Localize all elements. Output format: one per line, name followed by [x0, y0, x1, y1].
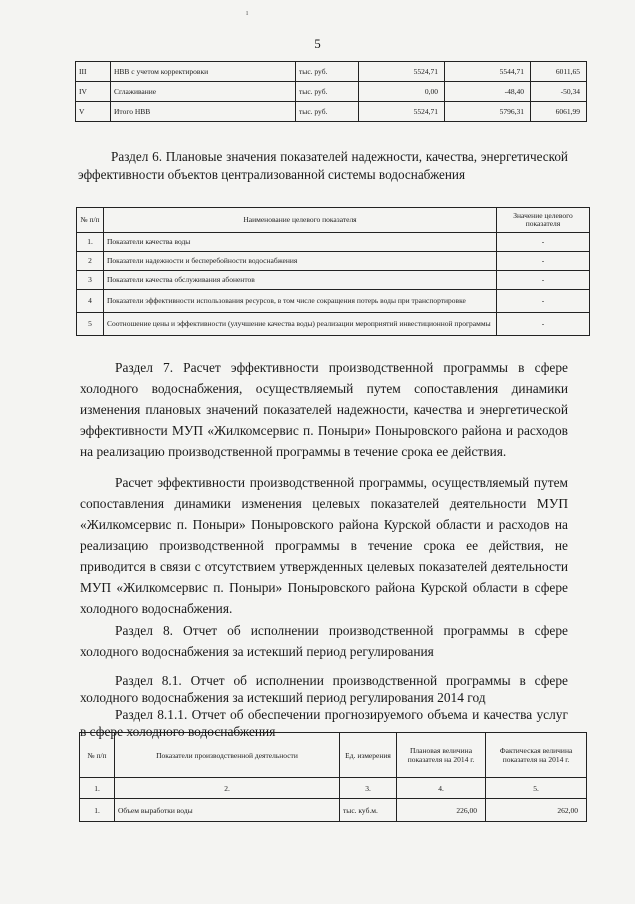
- row-value: -: [497, 290, 590, 313]
- row-plan: 226,00: [397, 799, 486, 822]
- table-row: [76, 62, 587, 82]
- row-value: -: [497, 252, 590, 271]
- section-7: [80, 357, 568, 619]
- row-value-3: 6011,65: [531, 62, 587, 82]
- row-value-2: 5796,31: [445, 102, 531, 122]
- section-8-title: Раздел 8. Отчет об исполнении производственной программы в сфере холодного водоснабжения за истекший период регулирования: [80, 623, 568, 659]
- section-6-heading: [78, 148, 568, 183]
- row-name: Объем выработки воды: [115, 799, 340, 822]
- row-value: -: [497, 271, 590, 290]
- col-header-value: Значение целевого показателя: [497, 208, 590, 233]
- row-value-1: 5524,71: [359, 102, 445, 122]
- row-name: Показатели качества воды: [104, 233, 497, 252]
- table-row: [77, 290, 590, 313]
- row-value-3: -50,34: [531, 82, 587, 102]
- table-row: [80, 799, 587, 822]
- row-name: Показатели качества обслуживания абонентов: [104, 271, 497, 290]
- row-unit: тыс. руб.: [296, 62, 359, 82]
- table-row: [76, 82, 587, 102]
- section-8: [80, 620, 568, 740]
- table-row: [77, 252, 590, 271]
- index-name: 2.: [115, 778, 340, 799]
- row-unit: тыс. куб.м.: [340, 799, 397, 822]
- row-number: 3: [77, 271, 104, 290]
- row-number: 1.: [80, 799, 115, 822]
- table-header-row: [80, 733, 587, 778]
- row-name: Показатели надежности и бесперебойности водоснабжения: [104, 252, 497, 271]
- section-7-title: Раздел 7. Расчет эффективности производственной программы в сфере холодного водоснабжения, осуществляемый путем сопоставления динамики изменения плановых значений показателей надежности, качества и энергетической эффективности МУП «Жилкомсервис п. Поныри» Поныровского района и расходов на реализацию производственной программы в течение срока ее действия.: [80, 360, 568, 459]
- col-header-name: Наименование целевого показателя: [104, 208, 497, 233]
- row-unit: тыс. руб.: [296, 82, 359, 102]
- row-value: -: [497, 233, 590, 252]
- index-plan: 4.: [397, 778, 486, 799]
- col-header-number: № п/п: [77, 208, 104, 233]
- col-header-fact: Фактическая величина показателя на 2014 г.: [486, 733, 587, 778]
- index-unit: 3.: [340, 778, 397, 799]
- row-unit: тыс. руб.: [296, 102, 359, 122]
- col-header-number: № п/п: [80, 733, 115, 778]
- nvv-table: [75, 61, 587, 122]
- row-name: НВВ с учетом корректировки: [111, 62, 296, 82]
- col-header-plan: Плановая величина показателя на 2014 г.: [397, 733, 486, 778]
- target-indicators-table: [76, 207, 590, 336]
- row-value-1: 5524,71: [359, 62, 445, 82]
- row-value-1: 0,00: [359, 82, 445, 102]
- top-mark: ı: [246, 8, 249, 17]
- row-value-2: 5544,71: [445, 62, 531, 82]
- production-report-table: [79, 732, 587, 822]
- row-value: -: [497, 313, 590, 336]
- row-fact: 262,00: [486, 799, 587, 822]
- index-number: 1.: [80, 778, 115, 799]
- row-name: Итого НВВ: [111, 102, 296, 122]
- table-index-row: [80, 778, 587, 799]
- row-value-3: 6061,99: [531, 102, 587, 122]
- page-number: 5: [314, 36, 321, 51]
- row-name: Сглаживание: [111, 82, 296, 102]
- row-number: IV: [76, 82, 111, 102]
- section-8-1-title: Раздел 8.1. Отчет об исполнении производственной программы в сфере холодного водоснабжения за истекший период регулирования 2014 год: [80, 673, 568, 705]
- index-fact: 5.: [486, 778, 587, 799]
- section-6-title: Раздел 6. Плановые значения показателей надежности, качества, энергетической эффективности объектов централизованной системы водоснабжения: [78, 149, 568, 182]
- row-value-2: -48,40: [445, 82, 531, 102]
- row-name: Показатели эффективности использования ресурсов, в том числе сокращения потерь воды при транспортировке: [104, 290, 497, 313]
- row-number: 4: [77, 290, 104, 313]
- row-number: V: [76, 102, 111, 122]
- table-row: [77, 313, 590, 336]
- row-number: III: [76, 62, 111, 82]
- table-row: [77, 271, 590, 290]
- section-7-text: Расчет эффективности производственной программы, осуществляемый путем сопоставления динамики изменения целевых показателей деятельности МУП «Жилкомсервис п. Поныри» Поныровского района Курской области и расходов на реализацию производственной программы в течение срока ее действия, не приводится в связи с отсутствием утвержденных целевых показателей деятельности МУП «Жилкомсервис п. Поныри» Поныровского района Курской области в сфере холодного водоснабжения.: [80, 475, 568, 616]
- table-row: [76, 102, 587, 122]
- table-row: [77, 233, 590, 252]
- table-header-row: [77, 208, 590, 233]
- section-8-1-1-title: Раздел 8.1.1. Отчет об обеспечении прогнозируемого объема и качества услуг в сфере холодного водоснабжения: [80, 707, 568, 739]
- row-number: 2: [77, 252, 104, 271]
- col-header-unit: Ед. измерения: [340, 733, 397, 778]
- row-number: 5: [77, 313, 104, 336]
- row-name: Соотношение цены и эффективности (улучшение качества воды) реализации мероприятий инвестиционной программы: [104, 313, 497, 336]
- col-header-name: Показатели производственной деятельности: [115, 733, 340, 778]
- row-number: 1.: [77, 233, 104, 252]
